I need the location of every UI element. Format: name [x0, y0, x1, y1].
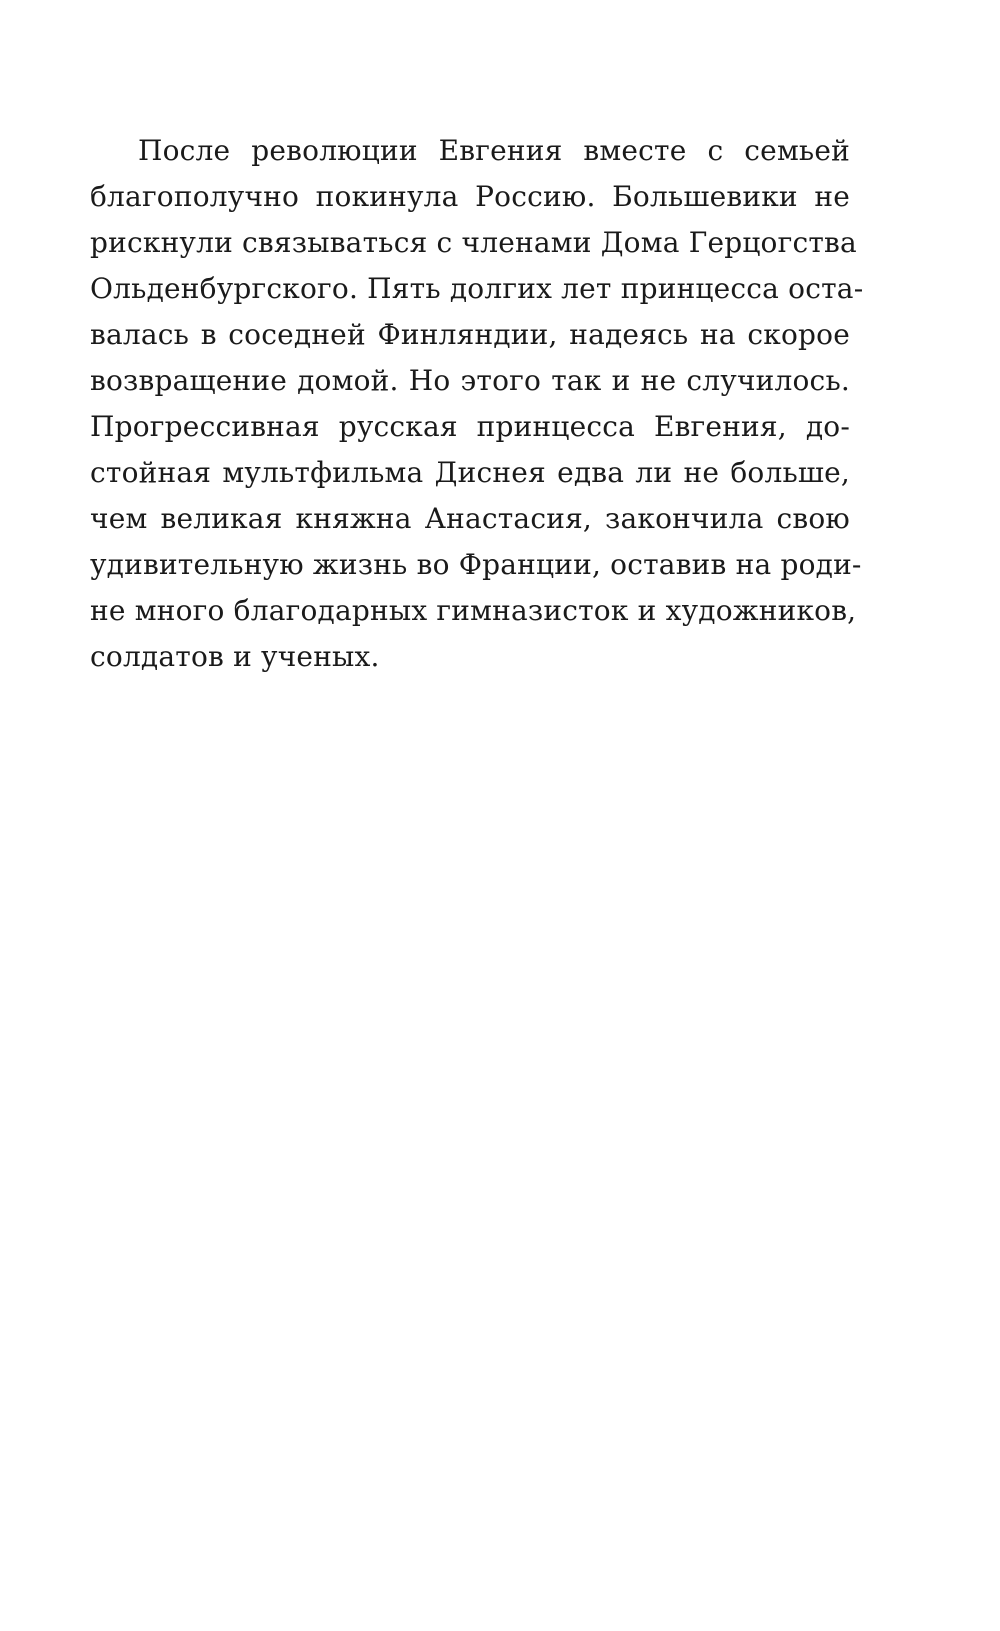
paragraph-line: солдатов и ученых.	[90, 640, 380, 673]
paragraph-line: не много благодарных гимназисток и художников,	[90, 594, 857, 627]
paragraph-line: валась в соседней Финляндии, надеясь на скорое	[90, 318, 850, 351]
paragraph-line: удивительную жизнь во Франции, оставив на роди-	[90, 548, 862, 581]
paragraph-line: чем великая княжна Анастасия, закончила свою	[90, 502, 850, 535]
paragraph-line: стойная мультфильма Диснея едва ли не больше,	[90, 456, 850, 489]
paragraph-line: благополучно покинула Россию. Большевики не	[90, 180, 850, 213]
paragraph-line: Ольденбургского. Пять долгих лет принцесса оста-	[90, 272, 864, 305]
paragraph-line: рискнули связываться с членами Дома Герцогства	[90, 226, 857, 259]
paragraph-line: Прогрессивная русская принцесса Евгения, до-	[90, 410, 850, 443]
body-paragraph	[90, 128, 864, 680]
paragraph-line: возвращение домой. Но этого так и не случилось.	[90, 364, 850, 397]
paragraph-line: После революции Евгения вместе с семьей	[138, 134, 850, 167]
